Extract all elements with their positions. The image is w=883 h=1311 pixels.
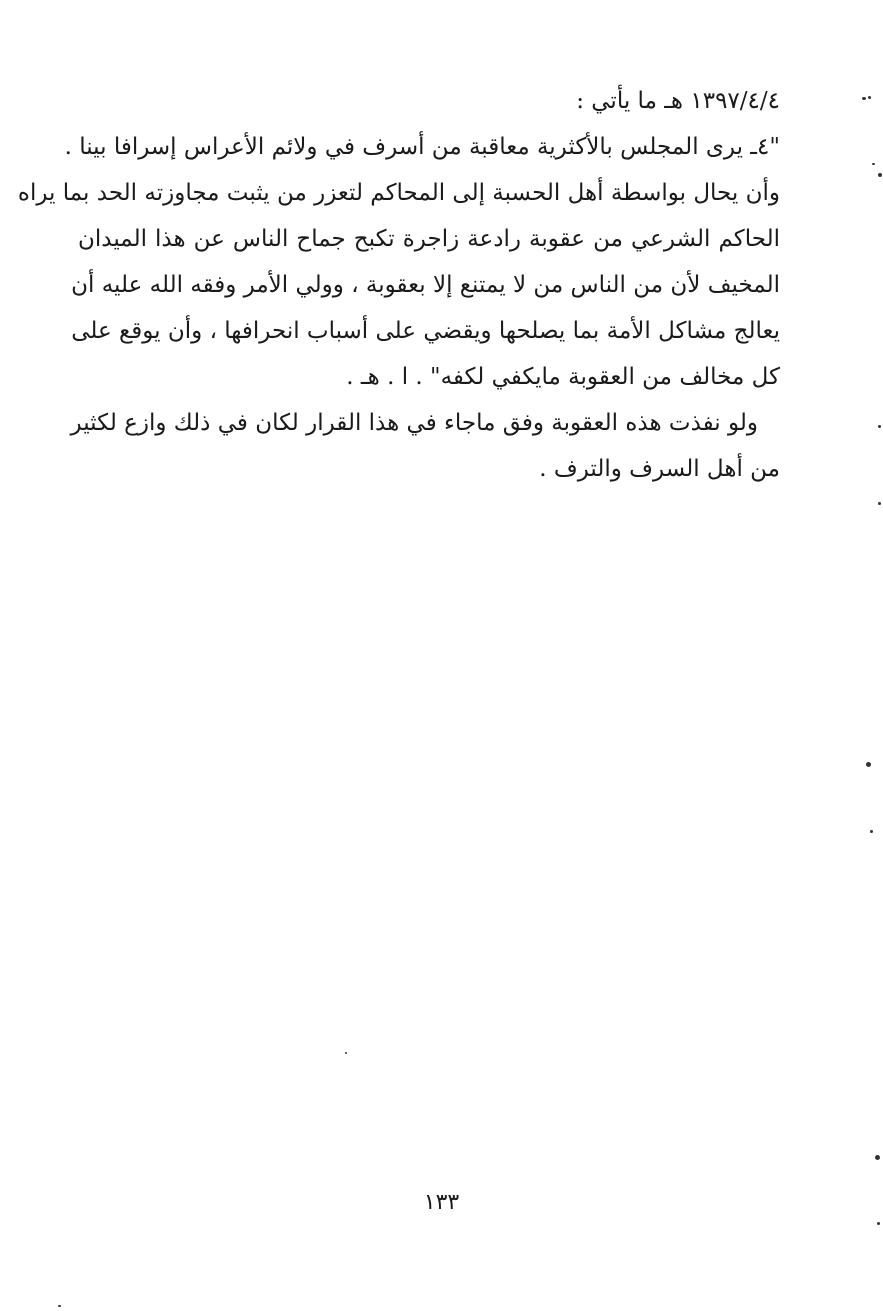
scan-speck xyxy=(875,1155,880,1160)
text-line-closing-1: ولو نفذت هذه العقوبة وفق ماجاء في هذا القرار لكان في ذلك وازع لكثير xyxy=(70,410,758,436)
text-line-quote-1: "٤ـ يرى المجلس بالأكثرية معاقبة من أسرف في ولائم الأعراس إسرافا بينا . xyxy=(64,134,780,160)
text-line-quote-3: الحاكم الشرعي من عقوبة رادعة زاجرة تكبح جماح الناس عن هذا الميدان xyxy=(78,226,780,252)
scan-speck xyxy=(870,830,873,833)
scan-speck xyxy=(58,1305,61,1307)
body-text xyxy=(17,78,780,492)
scan-speck xyxy=(877,1222,880,1225)
text-line-date: ١٣٩٧/٤/٤ هـ ما يأتي : xyxy=(576,88,780,114)
scan-speck xyxy=(872,163,875,165)
scan-speck xyxy=(878,425,881,428)
text-line-closing-2: من أهل السرف والترف . xyxy=(539,456,780,482)
scan-speck xyxy=(345,1052,347,1054)
text-line-quote-5: يعالج مشاكل الأمة بما يصلحها ويقضي على أسباب انحرافها ، وأن يوقع على xyxy=(71,318,780,344)
scan-speck xyxy=(878,173,882,177)
text-line-quote-6: كل مخالف من العقوبة مايكفي لكفه" . ا . هـ . xyxy=(346,364,780,390)
scan-speck xyxy=(878,502,881,505)
text-line-quote-2: وأن يحال بواسطة أهل الحسبة إلى المحاكم لتعزر من يثبت مجاوزته الحد بما يراه xyxy=(17,180,780,206)
page-number: ١٣٣ xyxy=(423,1190,460,1215)
scan-speck xyxy=(868,96,871,99)
scan-speck xyxy=(862,97,866,100)
scan-speck xyxy=(866,762,871,767)
text-line-quote-4: المخيف لأن من الناس من لا يمتنع إلا بعقوبة ، وولي الأمر وفقه الله عليه أن xyxy=(71,272,780,298)
